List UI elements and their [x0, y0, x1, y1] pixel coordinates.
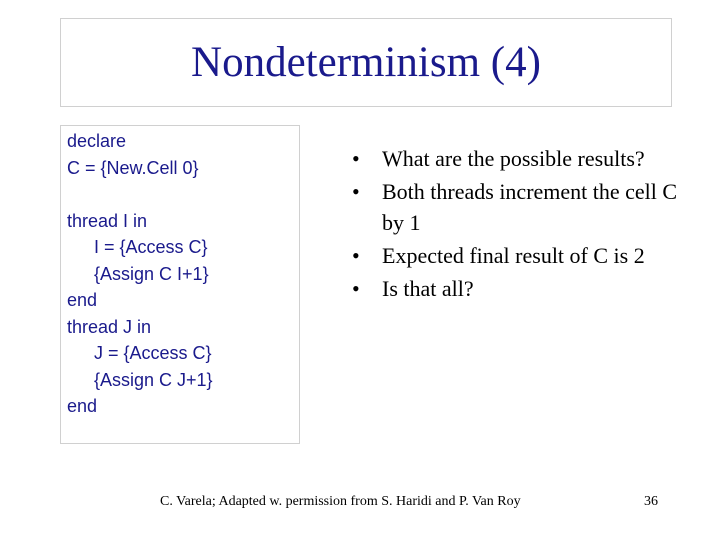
code-line: J = {Access C} [94, 343, 212, 363]
bullet-dot: • [352, 179, 360, 204]
code-line: {Assign C J+1} [94, 369, 213, 390]
bullet-dot: • [352, 146, 360, 171]
code-line: thread I in [67, 210, 148, 231]
bullet-item [352, 176, 692, 238]
bullet-item [352, 143, 692, 174]
bullet-text: Both threads increment the cell C by 1 [382, 179, 678, 235]
bullet-dot: • [352, 276, 360, 301]
code-line: C = {New.Cell 0} [67, 157, 199, 178]
code-line: {Assign C I+1} [94, 263, 209, 284]
code-line: end [67, 290, 98, 310]
bullet-text: Is that all? [382, 276, 474, 301]
bullet-item [352, 273, 692, 304]
bullet-dot: • [352, 243, 360, 268]
code-line: thread J in [67, 316, 152, 337]
bullet-text: Expected final result of C is 2 [382, 243, 645, 268]
bullet-item [352, 240, 692, 271]
title-box [60, 18, 672, 107]
bullet-list [352, 143, 692, 306]
code-line: end [67, 396, 98, 416]
slide-footer: C. Varela; Adapted w. permission from S. Haridi and P. Van Roy [160, 494, 521, 509]
code-line: I = {Access C} [94, 237, 208, 257]
page-number: 36 [644, 494, 658, 509]
slide-title: Nondeterminism (4) [191, 39, 541, 86]
code-line [67, 181, 299, 208]
code-line: declare [67, 131, 127, 151]
code-box [60, 125, 300, 444]
bullet-text: What are the possible results? [382, 146, 645, 171]
